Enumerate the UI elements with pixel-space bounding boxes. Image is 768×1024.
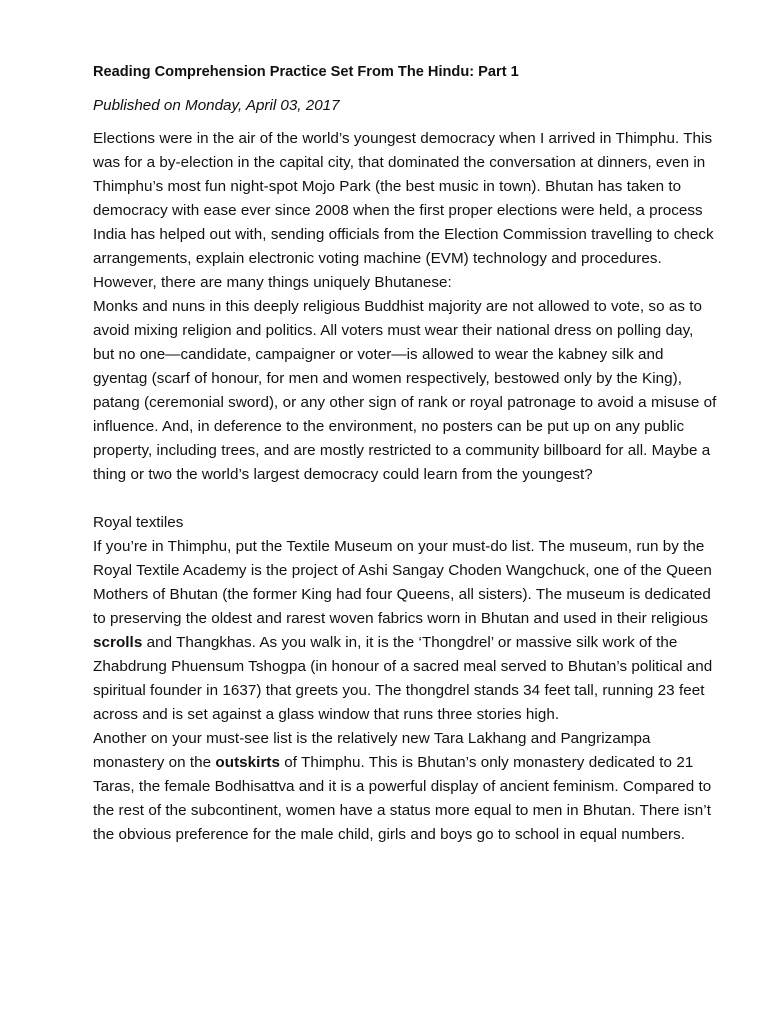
paragraph-textile-museum <box>93 535 718 727</box>
paragraph-text: of Thimphu. This is Bhutan’s only monastery dedicated to 21 Taras, the female Bodhisattva and it is a powerful display of ancient feminism. Compared to the rest of the subcontinent, women have a status more equal to men in Bhutan. There isn’t the obvious preference for the male child, girls and boys go to school in equal numbers. <box>93 754 712 843</box>
paragraph-text: Another on your must-see list is the relatively new Tara Lakhang and Pangrizampa monastery on the <box>93 730 651 771</box>
document-page <box>93 60 718 847</box>
paragraph-elections: Elections were in the air of the world’s youngest democracy when I arrived in Thimphu. This was for a by-election in the capital city, that dominated the conversation at dinners, even in Thimphu’s most fun night-spot Mojo Park (the best music in town). Bhutan has taken to democracy with ease ever since 2008 when the first proper elections were held, a process India has helped out with, sending officials from the Election Commission travelling to check arrangements, explain electronic voting machine (EVM) technology and procedures. However, there are many things uniquely Bhutanese: <box>93 130 714 291</box>
document-title: Reading Comprehension Practice Set From The Hindu: Part 1 <box>93 64 519 80</box>
paragraph-monks-nuns: Monks and nuns in this deeply religious Buddhist majority are not allowed to vote, so as to avoid mixing religion and politics. All voters must wear their national dress on polling day, but no one—candidate, campaigner or voter—is allowed to wear the kabney silk and gyentag (scarf of honour, for men and women respectively, bestowed only by the King), patang (ceremonial sword), or any other sign of rank or royal patronage to avoid a misuse of influence. And, in deference to the environment, no posters can be put up on any public property, including trees, and are mostly restricted to a community billboard for all. Maybe a thing or two the world’s largest democracy could learn from the youngest? <box>93 298 717 483</box>
blank-line <box>93 487 718 511</box>
paragraph-tara-lakhang <box>93 727 718 847</box>
keyword-scrolls: scrolls <box>93 634 143 651</box>
paragraph-text: If you’re in Thimphu, put the Textile Museum on your must-do list. The museum, run by the Royal Textile Academy is the project of Ashi Sangay Choden Wangchuck, one of the Queen Mothers of Bhutan (the former King had four Queens, all sisters). The museum is dedicated to preserving the oldest and rarest woven fabrics worn in Bhutan and used in their religious <box>93 538 712 627</box>
published-date: Published on Monday, April 03, 2017 <box>93 97 340 114</box>
keyword-outskirts: outskirts <box>215 754 281 771</box>
section-heading-royal-textiles: Royal textiles <box>93 514 184 531</box>
paragraph-text: and Thangkhas. As you walk in, it is the ‘Thongdrel’ or massive silk work of the Zhabdrung Phuensum Tshogpa (in honour of a sacred meal served to Bhutan’s political and spiritual founder in 1637) that greets you. The thongdrel stands 34 feet tall, running 23 feet across and is set against a glass window that runs three stories high. <box>93 634 713 723</box>
